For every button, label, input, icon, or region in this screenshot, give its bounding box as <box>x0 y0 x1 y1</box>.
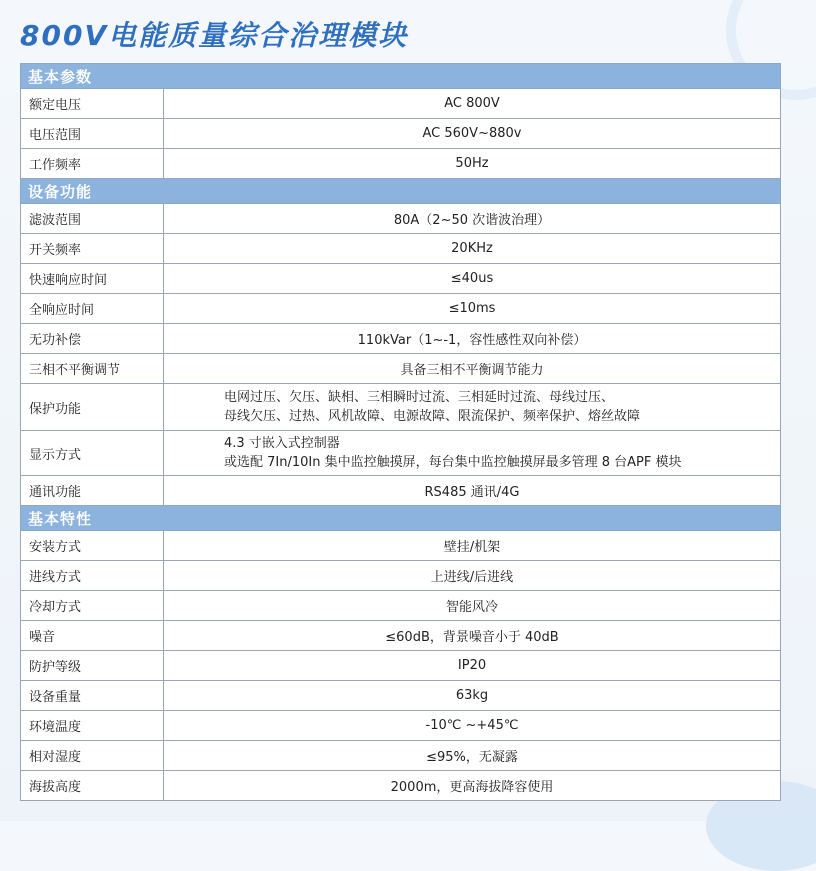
section-header-basic-params <box>21 64 781 89</box>
spec-table <box>20 63 781 801</box>
row-label: 防护等级 <box>21 651 164 681</box>
value-line: 或选配 7In/10In 集中监控触摸屏，每台集中监控触摸屏最多管理 8 台APF 模块 <box>224 455 682 470</box>
row-value-multiline <box>164 431 781 476</box>
table-row <box>21 264 781 294</box>
row-value: 63kg <box>164 681 781 711</box>
table-row <box>21 621 781 651</box>
row-value: AC 800V <box>164 89 781 119</box>
table-row <box>21 354 781 384</box>
row-value: 110kVar（1~-1，容性感性双向补偿） <box>164 324 781 354</box>
row-label: 电压范围 <box>21 119 164 149</box>
row-value: 80A（2~50 次谐波治理） <box>164 204 781 234</box>
table-row <box>21 89 781 119</box>
value-line: 4.3 寸嵌入式控制器 <box>224 436 340 451</box>
table-row <box>21 324 781 354</box>
row-value-multiline <box>164 384 781 431</box>
table-row <box>21 741 781 771</box>
section-header-label: 设备功能 <box>21 179 781 204</box>
table-row <box>21 681 781 711</box>
row-value: 上进线/后进线 <box>164 561 781 591</box>
row-label: 快速响应时间 <box>21 264 164 294</box>
row-label: 额定电压 <box>21 89 164 119</box>
row-label: 海拔高度 <box>21 771 164 801</box>
row-value: 智能风冷 <box>164 591 781 621</box>
table-row <box>21 711 781 741</box>
row-label: 通讯功能 <box>21 476 164 506</box>
table-row <box>21 651 781 681</box>
row-label: 三相不平衡调节 <box>21 354 164 384</box>
row-value: -10℃ ~+45℃ <box>164 711 781 741</box>
table-row <box>21 294 781 324</box>
section-header-device-functions <box>21 179 781 204</box>
row-label: 安装方式 <box>21 531 164 561</box>
table-row <box>21 149 781 179</box>
row-label: 保护功能 <box>21 384 164 431</box>
table-row <box>21 384 781 431</box>
table-row <box>21 591 781 621</box>
row-label: 滤波范围 <box>21 204 164 234</box>
table-row <box>21 204 781 234</box>
row-label: 噪音 <box>21 621 164 651</box>
row-value: 具备三相不平衡调节能力 <box>164 354 781 384</box>
row-label: 环境温度 <box>21 711 164 741</box>
section-header-label: 基本参数 <box>21 64 781 89</box>
row-value: AC 560V~880v <box>164 119 781 149</box>
table-row <box>21 771 781 801</box>
row-value: 壁挂/机架 <box>164 531 781 561</box>
row-value: 50Hz <box>164 149 781 179</box>
row-label: 显示方式 <box>21 431 164 476</box>
row-value: ≤10ms <box>164 294 781 324</box>
section-header-basic-characteristics <box>21 506 781 531</box>
row-label: 无功补偿 <box>21 324 164 354</box>
row-value: 2000m，更高海拔降容使用 <box>164 771 781 801</box>
row-label: 全响应时间 <box>21 294 164 324</box>
value-line: 母线欠压、过热、风机故障、电源故障、限流保护、频率保护、熔丝故障 <box>224 409 641 424</box>
row-value: RS485 通讯/4G <box>164 476 781 506</box>
table-row <box>21 561 781 591</box>
table-row <box>21 476 781 506</box>
table-row <box>21 431 781 476</box>
row-value: ≤60dB，背景噪音小于 40dB <box>164 621 781 651</box>
row-label: 设备重量 <box>21 681 164 711</box>
row-value: 20KHz <box>164 234 781 264</box>
row-label: 开关频率 <box>21 234 164 264</box>
table-row <box>21 119 781 149</box>
row-label: 冷却方式 <box>21 591 164 621</box>
page-title: 800V电能质量综合治理模块 <box>20 19 409 52</box>
value-line: 电网过压、欠压、缺相、三相瞬时过流、三相延时过流、母线过压、 <box>224 390 615 405</box>
section-header-label: 基本特性 <box>21 506 781 531</box>
row-label: 进线方式 <box>21 561 164 591</box>
row-label: 工作频率 <box>21 149 164 179</box>
table-row <box>21 234 781 264</box>
row-value: ≤95%，无凝露 <box>164 741 781 771</box>
row-value: ≤40us <box>164 264 781 294</box>
row-label: 相对湿度 <box>21 741 164 771</box>
row-value: IP20 <box>164 651 781 681</box>
table-row <box>21 531 781 561</box>
